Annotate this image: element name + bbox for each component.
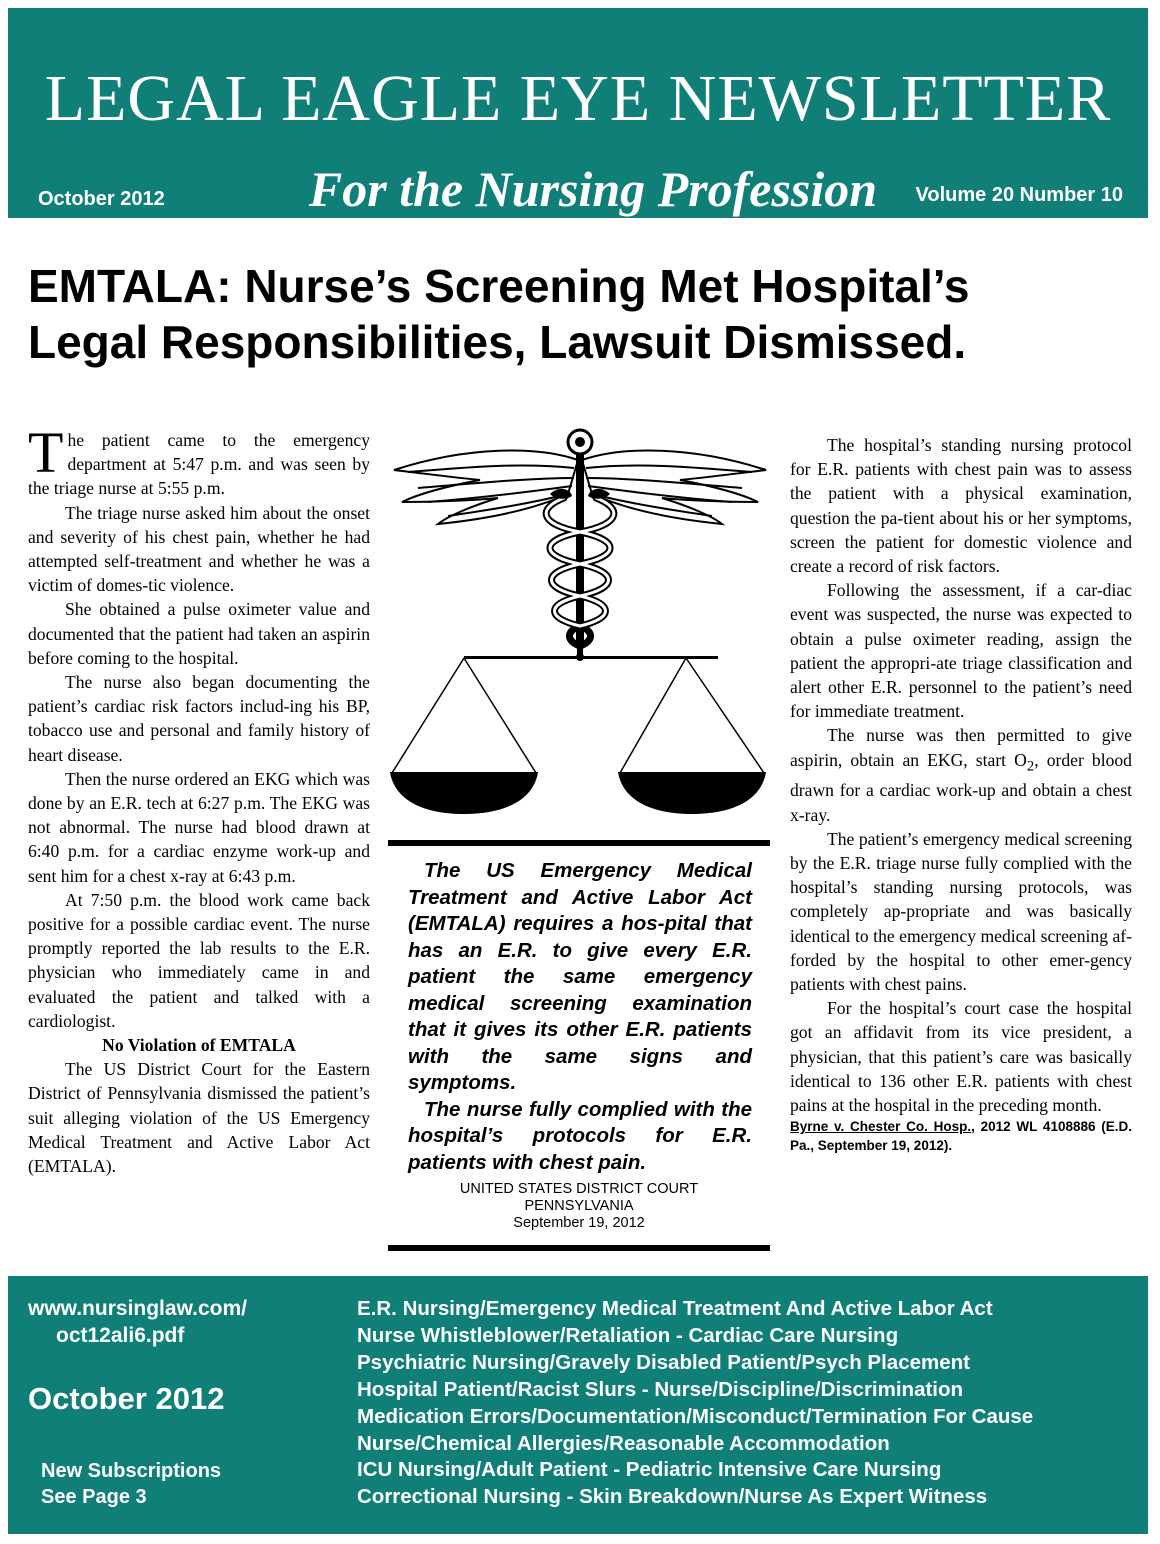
paragraph: The US District Court for the Eastern District of Pennsylvania dismissed the patient’s suit alleging violation of the US Emergency Medical Treatment and Active Labor Act (EMTALA). xyxy=(28,1059,370,1177)
issue-volume: Volume 20 Number 10 xyxy=(915,184,1123,206)
topic-item: ICU Nursing/Adult Patient - Pediatric Intensive Care Nursing xyxy=(357,1458,942,1482)
drop-cap: T xyxy=(28,420,64,485)
newsletter-title: LEGAL EAGLE EYE NEWSLETTER xyxy=(44,62,1112,135)
paragraph-text: , order blood drawn for a cardiac work-up and obtain a chest x-ray. xyxy=(790,749,1132,825)
paragraph-text: The nurse was then permitted to give aspirin, obtain an EKG, start O xyxy=(790,725,1132,770)
paragraph: She obtained a pulse oximeter value and documented that the patient had taken an aspirin before coming to the hospital. xyxy=(28,599,370,668)
paragraph: Following the assessment, if a car-diac event was suspected, the nurse was expected to obtain a pulse oximeter reading, assign the patient the appropri-ate triage classification and alert other E.R. personnel to the patient’s need for immediate treatment. xyxy=(790,580,1132,722)
article-headline xyxy=(28,258,1138,370)
paragraph: At 7:50 p.m. the blood work came back positive for a possible cardiac event. The nurse promptly reported the lab results to the E.R. physician who immediately came in and evaluated the patient and talked with a cardiologist. xyxy=(28,889,370,1031)
newsletter-subtitle: For the Nursing Profession xyxy=(308,161,878,217)
issue-url-line-2[interactable]: oct12ali6.pdf xyxy=(56,1324,185,1347)
court-state: PENNSYLVANIA xyxy=(524,1198,634,1214)
case-name: Byrne v. Chester Co. Hosp. xyxy=(790,1119,972,1135)
court-name: UNITED STATES DISTRICT COURT xyxy=(459,1181,699,1197)
footer-issue-date: October 2012 xyxy=(28,1381,225,1416)
paragraph xyxy=(790,723,1132,826)
pull-quote xyxy=(408,858,752,1176)
article-column-left xyxy=(28,420,370,1178)
case-reference: , 2012 WL 4108886 (E.D. Pa., September 19, 2012). xyxy=(790,1119,1133,1154)
paragraph: For the hospital’s court case the hospital got an affidavit from its vice president, a physician, that this patient’s care was basically identical to 136 other E.R. patients with chest pains at the hospital in the preceding month. xyxy=(790,998,1132,1115)
subscriptions-line-2: See Page 3 xyxy=(41,1486,147,1508)
paragraph: The patient’s emergency medical screening by the E.R. triage nurse fully complied with the hospital’s standing nursing protocols, was completely ap-propriate and was basically identical to the emergency medical screening af-forded by the hospital to other emer-gency patients with chest pains. xyxy=(790,828,1132,994)
footer-banner xyxy=(8,1276,1148,1534)
paragraph: The hospital’s standing nursing protocol for E.R. patients with chest pain was to assess the patient with a physical examination, question the pa-tient about his or her symptoms, screen the patient for domestic violence and create a record of risk factors. xyxy=(790,435,1132,577)
paragraph: Then the nurse ordered an EKG which was done by an E.R. tech at 6:27 p.m. The EKG was not abnormal. The nurse had blood drawn at 6:40 p.m. for a cardiac enzyme work-up and sent him for a chest x-ray at 6:43 p.m. xyxy=(28,768,370,886)
caduceus-scales-icon xyxy=(388,428,772,840)
masthead xyxy=(8,8,1148,218)
headline-line-1: EMTALA: Nurse’s Screening Met Hospital’s xyxy=(28,260,970,312)
issue-date: October 2012 xyxy=(38,188,165,210)
pullquote-bottom-rule xyxy=(388,1245,770,1251)
pull-quote-paragraph: The US Emergency Medical Treatment and Active Labor Act (EMTALA) requires a hos-pital that has an E.R. to give every E.R. patient the same emergency medical screening examination that it gives its other E.R. patients with the same signs and symptoms. xyxy=(408,859,752,1094)
topic-item: Hospital Patient/Racist Slurs - Nurse/Discipline/Discrimination xyxy=(357,1377,964,1401)
topic-item: Nurse/Chemical Allergies/Reasonable Accommodation xyxy=(357,1431,890,1455)
pull-quote-paragraph: The nurse fully complied with the hospital’s protocols for E.R. patients with chest pain. xyxy=(408,1097,752,1174)
paragraph xyxy=(28,420,370,501)
case-citation xyxy=(790,1117,1132,1155)
topic-item: Correctional Nursing - Skin Breakdown/Nurse As Expert Witness xyxy=(357,1485,988,1509)
topic-item: Nurse Whistleblower/Retaliation - Cardiac Care Nursing xyxy=(357,1323,899,1347)
topic-item: Medication Errors/Documentation/Misconduct/Termination For Cause xyxy=(357,1404,1034,1428)
article-column-right xyxy=(790,433,1132,1155)
paragraph-text: he patient came to the emergency department at 5:47 p.m. and was seen by the triage nurse at 5:55 p.m. xyxy=(28,430,370,499)
court-date: September 19, 2012 xyxy=(513,1215,645,1231)
court-attribution xyxy=(388,1181,770,1232)
paragraph: The nurse also began documenting the patient’s cardiac risk factors includ-ing his BP, tobacco use and personal and family history of heart disease. xyxy=(28,672,370,765)
subscript: 2 xyxy=(1026,758,1035,775)
issue-url-line-1[interactable]: www.nursinglaw.com/ xyxy=(28,1297,247,1320)
topic-item: E.R. Nursing/Emergency Medical Treatment And Active Labor Act xyxy=(357,1297,993,1320)
topics-list xyxy=(357,1296,1147,1511)
paragraph: The triage nurse asked him about the onset and severity of his chest pain, whether he had attempted self-treatment and whether he was a victim of domes-tic violence. xyxy=(28,502,370,596)
section-subhead: No Violation of EMTALA xyxy=(102,1035,296,1056)
headline-line-2: Legal Responsibilities, Lawsuit Dismissed. xyxy=(28,316,967,368)
pullquote-top-rule xyxy=(388,840,770,846)
subscriptions-line-1: New Subscriptions xyxy=(41,1460,222,1482)
topic-item: Psychiatric Nursing/Gravely Disabled Patient/Psych Placement xyxy=(357,1350,970,1374)
